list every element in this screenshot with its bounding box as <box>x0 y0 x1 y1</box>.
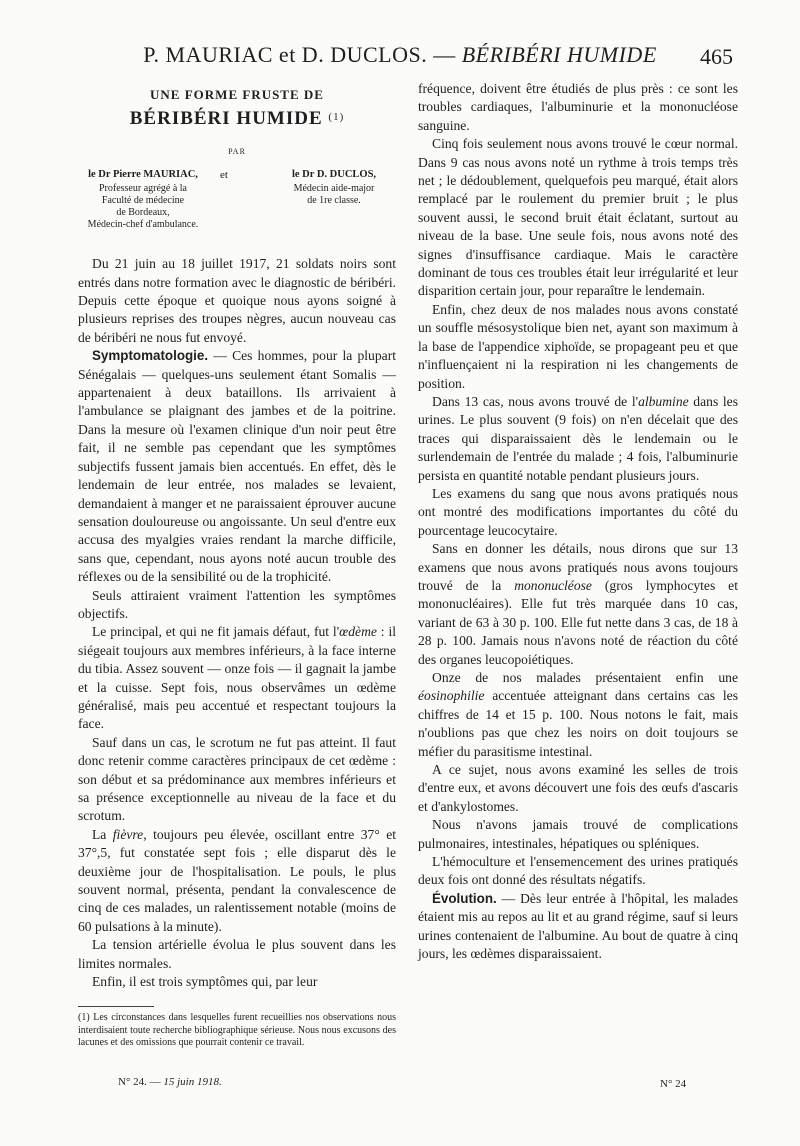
running-title <box>140 42 660 68</box>
author-affiliation: de Bordeaux, <box>116 207 170 219</box>
issue-date: 15 juin 1918. <box>163 1076 222 1088</box>
italic-term: œdème <box>339 624 377 640</box>
footnote: (1) Les circonstances dans lesquelles furent recueillies nos observations nous interdisaient toute recherche bibliographique sérieuse. Nous nous excusons des lacunes et des omissions que pourrait contenir ce travail. <box>78 1012 396 1049</box>
article-title <box>78 108 396 128</box>
author-affiliation: Médecin aide-major <box>293 183 375 195</box>
author-conjunction: et <box>220 169 228 182</box>
author-duclos <box>278 169 390 207</box>
author-name: le Dr D. DUCLOS, <box>291 169 377 181</box>
issue-footer <box>118 1076 222 1088</box>
page-number: 465 <box>700 44 733 69</box>
italic-term: fièvre <box>112 826 144 842</box>
paragraph: Enfin, chez deux de nos malades nous avons constaté un souffle mésosystolique bien net, ayant son maximum à la base de l'appendice xiphoïde, se propageant peu et que n'influençaient ni la respiration ni les changements de position. <box>418 301 738 391</box>
paragraph: fréquence, doivent être étudiés de plus près : ce sont les troubles cardiaques, l'albuminurie et la mononucléose sanguine. <box>418 81 738 133</box>
right-column <box>418 80 738 964</box>
paragraph: La fièvre, toujours peu élevée, oscillant entre 37° et 37°,5, fut constatée sept fois ; elle disparut dès le deuxième jour de l'hospitalisation. Le pouls, le plus souvent normal, présenta, pendant la convalescence de cinq de ces malades, un ralentissement notable (moins de 60 pulsations à la minute). <box>78 826 396 934</box>
author-affiliation: Faculté de médecine <box>101 195 185 207</box>
section-heading: Évolution. <box>432 890 497 906</box>
issue-number: N° 24. — <box>118 1076 161 1088</box>
author-affiliation: Médecin-chef d'ambulance. <box>87 219 199 231</box>
byline-par: PAR <box>228 146 246 156</box>
paragraph: L'hémoculture et l'ensemencement des urines pratiqués deux fois ont donné des résultats négatifs. <box>418 854 738 888</box>
author-affiliation: Professeur agrégé à la <box>98 183 187 195</box>
paragraph: Nous n'avons jamais trouvé de complications pulmonaires, intestinales, hépatiques ou spléniques. <box>418 817 738 851</box>
footnote-rule <box>78 1006 154 1007</box>
paragraph: Enfin, il est trois symptômes qui, par leur <box>92 974 318 990</box>
article-kicker: UNE FORME FRUSTE DE <box>150 87 324 102</box>
paragraph: Sans en donner les détails, nous dirons que sur 13 examens que nous avons pratiqués nous avons toujours trouvé de la mononucléose (gros lymphocytes et mononucléaires). Elle fut très marquée dans 10 cas, variant de 63 à 30 p. 100. Elle fut nette dans 3 cas, de 18 à 28 p. 100. Jamais nous n'avons noté de réaction du côté des organes leucopoiétiques. <box>418 541 738 667</box>
issue-number-right: N° 24 <box>660 1078 687 1090</box>
italic-term: éosinophilie <box>418 688 485 704</box>
author-block <box>78 169 396 255</box>
paragraph: Onze de nos malades présentaient enfin une éosinophilie accentuée atteignant dans certains cas les chiffres de 14 et 15 p. 100. Nous notons le fait, mais n'oublions pas que chez les noirs on doit toujours se méfier du parasitisme intestinal. <box>418 670 738 759</box>
section-heading: Symptomatologie. <box>92 348 209 364</box>
article-title-block <box>78 86 396 161</box>
running-authors: P. MAURIAC et D. DUCLOS. <box>143 42 428 67</box>
footnote-ref: (1) <box>328 111 345 124</box>
paragraph: Seuls attiraient vraiment l'attention les symptômes objectifs. <box>78 587 396 621</box>
article-title-text: BÉRIBÉRI HUMIDE <box>129 108 323 130</box>
running-separator: — <box>433 42 456 67</box>
paragraph: Sauf dans un cas, le scrotum ne fut pas atteint. Il faut donc retenir comme caractères principaux de cet œdème : son début et sa prédominance aux membres inférieurs et sa présence exceptionnelle au niveau de la face et du scrotum. <box>78 734 396 824</box>
paragraph: Symptomatologie. — Ces hommes, pour la plupart Sénégalais — quelques-uns seulement étant Somalis — appartenaient à deux bataillons. Ils arrivaient à l'ambulance se plaignant des jambes et de la poitrine. Dans la mesure où l'examen clinique d'un noir peut être fait, il ne semble pas cependant que les symptômes subjectifs fussent jamais bien accentués. En effet, dès le lendemain de leur entrée, nos malades se levaient, demandaient à manger et ne paraissaient éprouver aucune sensation douloureuse ou angoissante. Un seul d'entre eux accusa des myalgies vraies rendant la marche difficile, sans que, cependant, nous ayons noté aucun trouble des réflexes ou de la sensibilité ou de la trophicité. <box>78 348 396 585</box>
paragraph: Évolution. — Dès leur entrée à l'hôpital, les malades étaient mis au repos au lit et au grand régime, sauf si leurs urines contenaient de l'albumine. Au bout de quatre à cinq jours, les œdèmes disparaissaient. <box>418 890 738 962</box>
paragraph: Le principal, et qui ne fit jamais défaut, fut l'œdème : il siégeait toujours aux membres inférieurs, à la face interne du tibia. Assez souvent — onze fois — il gagnait la jambe et la cuisse. Sept fois, nous observâmes un œdème généralisé, mais peu accentué et respectant toujours la face. <box>78 624 396 732</box>
author-affiliation: de 1re classe. <box>307 195 361 207</box>
italic-term: albumine <box>638 393 689 409</box>
running-header <box>0 38 800 74</box>
paragraph: Cinq fois seulement nous avons trouvé le cœur normal. Dans 9 cas nous avons noté un rythme à trois temps très net ; le dédoublement, quelquefois peu marqué, était alors remplacé par le roulement du premier bruit ; le plus souvent aussi, le second bruit était éclatant, surtout au niveau de la base. Une seule fois, nous avons noté des signes d'insuffisance cardiaque. Mais le caractère dominant de tous ces troubles était leur irrégularité et leur disparition certain jour, pour reparaître le lendemain. <box>418 136 738 299</box>
paragraph: Du 21 juin au 18 juillet 1917, 21 soldats noirs sont entrés dans notre formation avec le diagnostic de béribéri. Depuis cette époque et quoique nous ayons soigné à plusieurs reprises des troupes nègres, aucun nouveau cas de béribéri ne nous fut envoyé. <box>78 256 396 345</box>
italic-term: mononucléose <box>514 577 592 593</box>
paragraph: Les examens du sang que nous avons pratiqués nous ont montré des modifications importantes du côté du pourcentage leucocytaire. <box>418 485 738 538</box>
running-subject: BÉRIBÉRI HUMIDE <box>461 42 657 67</box>
author-name: le Dr Pierre MAURIAC, <box>88 169 198 181</box>
author-mauriac <box>78 169 208 231</box>
paragraph: A ce sujet, nous avons examiné les selles de trois d'entre eux, et avons découvert une fois des œufs d'ascaris et d'ankylostomes. <box>418 762 738 814</box>
left-column <box>78 80 396 991</box>
paragraph: La tension artérielle évolua le plus souvent dans les limites normales. <box>78 937 396 971</box>
paragraph: Dans 13 cas, nous avons trouvé de l'albumine dans les urines. Le plus souvent (9 fois) on n'en décelait que des traces qui disparaissaient dès le lendemain ou le surlendemain de l'entrée du malade ; 4 fois, l'albuminurie persista en quantité notable pendant plusieurs jours. <box>418 393 738 483</box>
